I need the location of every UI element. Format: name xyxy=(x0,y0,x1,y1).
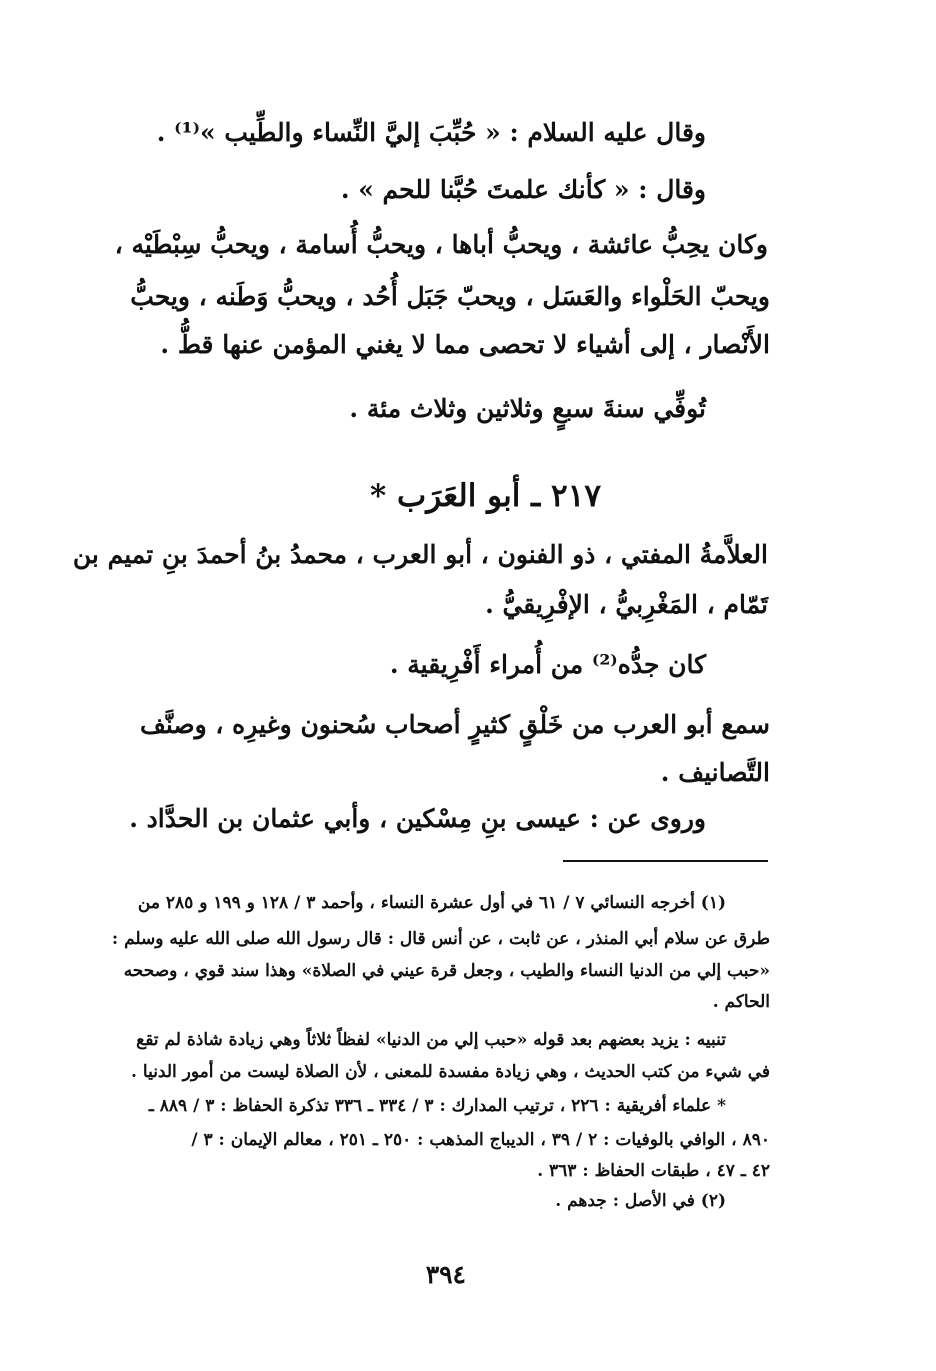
footnote-line: ٨٩٠ ، الوافي بالوفيات : ٢ / ٣٩ ، الديباج المذهب : ٢٥٠ ـ ٢٥١ ، معالم الإيمان : ٣ / xyxy=(191,1130,770,1150)
main-text-line: الأَنْصار ، إلى أشياء لا تحصى مما لا يغني المؤمن عنها قطُّ . xyxy=(160,330,770,359)
page-number: ٣٩٤ xyxy=(425,1260,466,1289)
footnote-line: ٤٢ ـ ٤٧ ، طبقات الحفاظ : ٣٦٣ . xyxy=(537,1161,770,1181)
footnote-line: * علماء أفريقية : ٢٢٦ ، ترتيب المدارك : ٣ / ٣٣٤ ـ ٣٣٦ تذكرة الحفاظ : ٣ / ٨٨٩ ـ xyxy=(148,1096,726,1116)
entry-text-line: التَّصانيف . xyxy=(660,758,770,787)
footnote-line: «حبب إلي من الدنيا النساء والطيب ، وجعل قرة عيني في الصلاة» وهذا سند قوي ، وصححه xyxy=(123,961,770,981)
footnote-line: (٢) في الأصل : جدهم . xyxy=(555,1191,726,1211)
main-text-line: تُوفِّي سنةَ سبعٍ وثلاثين وثلاث مئة . xyxy=(349,394,706,423)
footnote-line: تنبيه : يزيد بعضهم بعد قوله «حبب إلي من الدنيا» لفظاً ثلاثاً وهي زيادة شاذة لم تقع xyxy=(136,1030,726,1050)
footnote-line: في شيء من كتب الحديث ، وهي زيادة مفسدة للمعنى ، لأن الصلاة ليست من أمور الدنيا . xyxy=(131,1062,770,1082)
main-text-line: وقال : « كأنك علمتَ حُبَّنا للحم » . xyxy=(340,175,706,204)
main-text-line: وكان يحِبُّ عائشة ، ويحبُّ أباها ، ويحبُّ أُسامة ، ويحبُّ سِبْطَيْه ، xyxy=(114,230,768,259)
footnote-line: طرق عن سلام أبي المنذر ، عن ثابت ، عن أنس قال : قال رسول الله صلى الله عليه وسلم : xyxy=(111,929,770,949)
entry-heading: ٢١٧ ـ أبو العَرَب * xyxy=(370,478,601,514)
footnote-line: (١) أخرجه النسائي ٧ / ٦١ في أول عشرة النساء ، وأحمد ٣ / ١٢٨ و ١٩٩ و ٢٨٥ من xyxy=(137,893,726,913)
footnote-line: الحاكم . xyxy=(712,992,770,1012)
entry-text-line: سمع أبو العرب من خَلْقٍ كثيرٍ أصحاب سُحنون وغيرِه ، وصنَّف xyxy=(139,710,770,739)
entry-text-line: العلاَّمةُ المفتي ، ذو الفنون ، أبو العرب ، محمدُ بنُ أحمدَ بنِ تميم بن xyxy=(72,540,768,569)
entry-text-line: تَمّام ، المَغْرِبيُّ ، الإفْرِيقيُّ . xyxy=(485,590,768,619)
main-text-line: ويحبّ الحَلْواء والعَسَل ، ويحبّ جَبَل أُحُد ، ويحبُّ وَطَنه ، ويحبُّ xyxy=(130,282,770,311)
entry-text-line: كان جدُّه⁽²⁾ من أُمراء أَفْرِيقية . xyxy=(389,650,706,679)
entry-text-line: وروى عن : عيسى بنِ مِسْكين ، وأبي عثمان بن الحدَّاد . xyxy=(129,804,706,833)
main-text-line: وقال عليه السلام : « حُبِّبَ إليَّ النِّساء والطِّيب »⁽¹⁾ . xyxy=(156,118,706,147)
footnote-separator xyxy=(563,860,768,862)
